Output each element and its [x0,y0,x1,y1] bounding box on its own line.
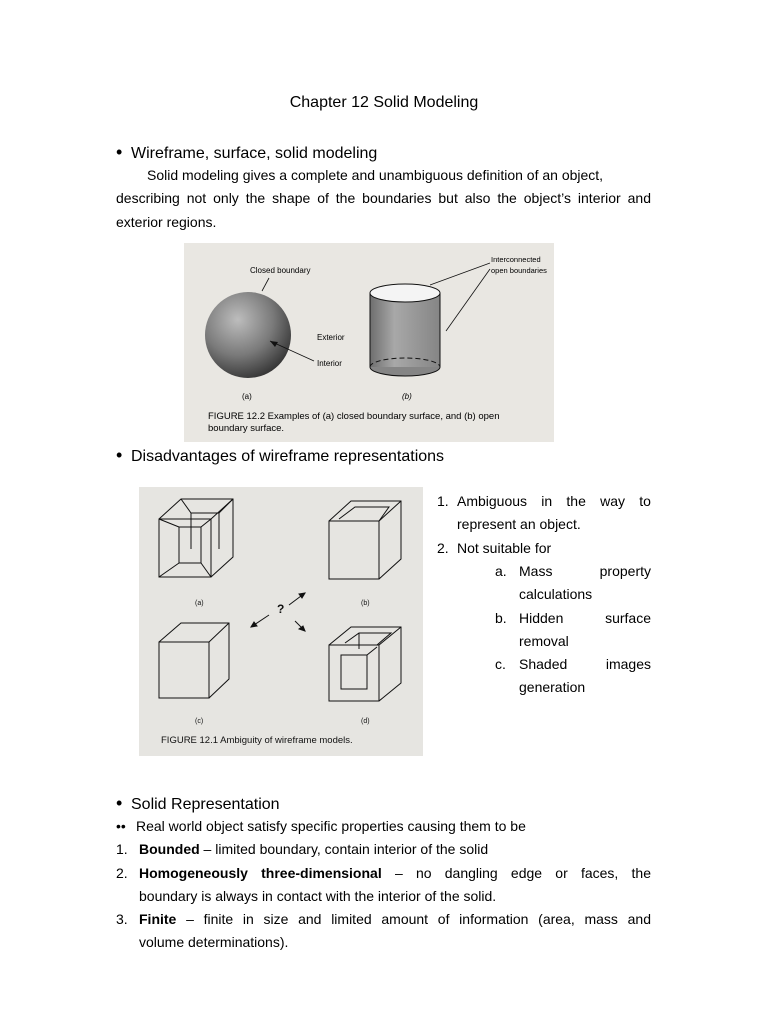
sublist-letter: a. [495,563,507,579]
definition: – finite in size and limited amount of information (area, mass and [176,911,651,927]
bullet-icon: • [116,793,123,813]
word: images [605,656,651,672]
label-d: (d) [361,718,370,725]
list-number: 3. [116,911,128,927]
wireframe-b [329,501,401,579]
label-interior: Interior [317,359,342,368]
figure-caption: FIGURE 12.1 Ambiguity of wireframe models. [161,735,353,746]
leader-line [262,278,269,291]
figure-caption-line1: FIGURE 12.2 Examples of (a) closed boundary surface, and (b) open [208,411,500,422]
label-a: (a) [242,392,252,401]
cylinder-bottom [370,367,440,376]
wireframe-a [159,499,233,577]
list-item-2: Not suitable for [457,540,552,556]
list-item-homogeneous-line1 [139,862,651,885]
intro-marker: •• [116,818,126,834]
label-b: (b) [402,392,412,401]
sphere-shape [205,292,291,378]
word: Ambiguous [457,493,528,509]
section-heading-text: Disadvantages of wireframe representations [131,448,445,465]
list-item-1-line1 [457,490,651,513]
word: the [566,493,586,509]
term: Homogeneously three-dimensional [139,865,382,881]
label-closed-boundary: Closed boundary [250,266,311,275]
word: Mass [519,563,553,579]
sublist-item-b-line2: removal [519,633,569,649]
sublist-item-b-line1 [519,607,651,630]
word: Hidden [519,610,564,626]
list-number: 1. [437,493,449,509]
section-heading-text: Wireframe, surface, solid modeling [131,145,378,162]
sublist-item-c-line2: generation [519,679,586,695]
bullet-icon: • [116,445,123,465]
paragraph-solid-modeling [116,164,651,234]
wireframe-c [159,623,229,698]
page-title: Chapter 12 Solid Modeling [289,94,479,111]
section-heading-text: Solid Representation [131,796,280,813]
term: Bounded [139,841,200,857]
cylinder-top [370,284,440,302]
label-c: (c) [195,718,204,725]
bullet-icon: • [116,142,123,162]
word: Shaded [519,656,568,672]
word: in [541,493,553,509]
list-item-bounded [139,838,651,861]
figure-caption-line2: boundary surface. [208,423,285,434]
label-b: (b) [361,600,370,607]
list-item-1-line2: represent an object. [457,516,581,532]
sublist-letter: b. [495,610,507,626]
word: way [600,493,626,509]
label-interconnected: Interconnected [491,255,541,264]
paragraph-line: describing not only the shape of the boundaries but also the object’s interior and exterior regions. [116,190,651,230]
section-heading-wireframe [116,142,377,163]
figure-12-2 [184,243,554,442]
sublist-item-a-line1 [519,560,651,583]
section-heading-disadvantages [116,445,444,466]
arrow-line [446,269,490,331]
label-open-boundaries: open boundaries [491,266,547,275]
question-mark: ? [277,602,285,616]
label-a: (a) [195,600,204,607]
sublist-item-a-line2: calculations [519,586,593,602]
figure-12-1 [139,487,423,756]
sublist-item-c-line1 [519,653,651,676]
definition: – limited boundary, contain interior of the solid [199,841,489,857]
sublist-letter: c. [495,656,506,672]
list-item-homogeneous-line2: boundary is always in contact with the interior of the solid. [139,888,497,904]
list-number: 1. [116,841,128,857]
paragraph-line: Solid modeling gives a complete and unambiguous definition of an object, [147,167,604,183]
list-number: 2. [437,540,449,556]
list-item-finite-line1 [139,908,651,931]
word: to [639,493,651,509]
list-number: 2. [116,865,128,881]
word: property [599,563,651,579]
intro-text: Real world object satisfy specific properties causing them to be [136,818,526,834]
definition: – no dangling edge or faces, the [381,865,651,881]
label-exterior: Exterior [317,333,345,342]
cylinder-body [370,293,440,367]
list-item-finite-line2: volume determinations). [139,934,289,950]
term: Finite [139,911,177,927]
wireframe-d [329,627,401,701]
word: surface [605,610,651,626]
section-heading-solid-representation [116,793,280,814]
